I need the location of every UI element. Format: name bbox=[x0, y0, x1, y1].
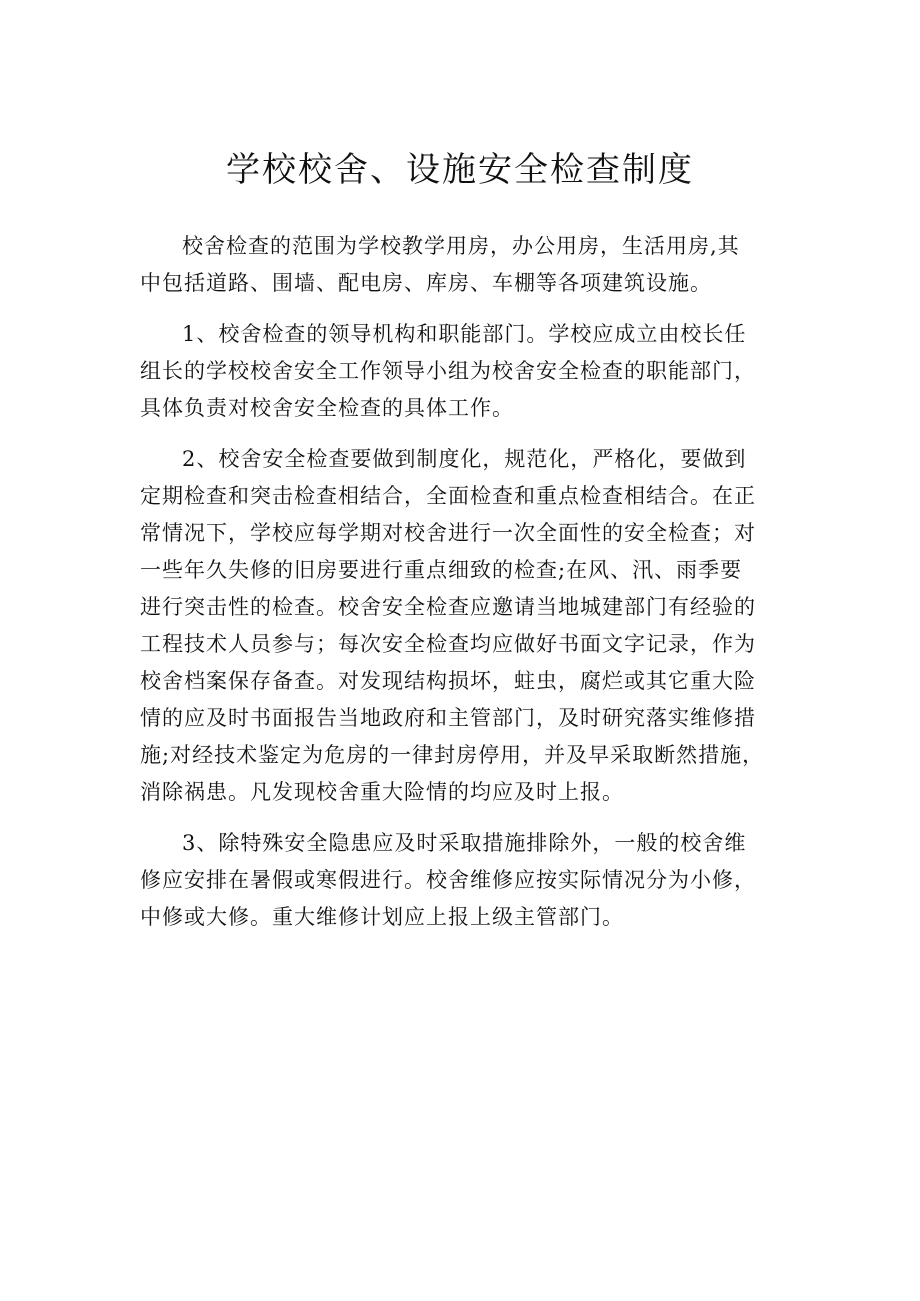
paragraph-line: 2、校舍安全检查要做到制度化，规范化，严格化，要做到 bbox=[182, 447, 747, 471]
paragraph-line: 施;对经技术鉴定为危房的一律封房停用，并及早采取断然措施， bbox=[140, 743, 765, 767]
paragraph-line: 3、除特殊安全隐患应及时采取措施排除外，一般的校舍维 bbox=[182, 831, 747, 855]
paragraph-line: 修应安排在暑假或寒假进行。校舍维修应按实际情况分为小修， bbox=[140, 868, 756, 892]
paragraph-line: 中包括道路、围墙、配电房、库房、车棚等各项建筑设施。 bbox=[140, 271, 712, 295]
item-1-paragraph bbox=[140, 316, 784, 427]
paragraph-line: 进行突击性的检查。校舍安全检查应邀请当地城建部门有经验的 bbox=[140, 595, 756, 619]
document-title: 学校校舍、设施安全检查制度 bbox=[226, 150, 694, 190]
paragraph-line: 工程技术人员参与；每次安全检查均应做好书面文字记录，作为 bbox=[140, 632, 756, 656]
intro-paragraph bbox=[140, 228, 784, 302]
paragraph-line: 中修或大修。重大维修计划应上报上级主管部门。 bbox=[140, 905, 624, 929]
item-2-paragraph bbox=[140, 441, 784, 811]
document-body bbox=[140, 228, 784, 950]
paragraph-line: 校舍档案保存备查。对发现结构损坏，蛀虫，腐烂或其它重大险 bbox=[140, 669, 756, 693]
paragraph-line: 消除祸患。凡发现校舍重大险情的均应及时上报。 bbox=[140, 780, 624, 804]
paragraph-line: 一些年久失修的旧房要进行重点细致的检查;在风、汛、雨季要 bbox=[140, 558, 743, 582]
paragraph-line: 定期检查和突击检查相结合，全面检查和重点检查相结合。在正 bbox=[140, 484, 756, 508]
paragraph-line: 组长的学校校舍安全工作领导小组为校舍安全检查的职能部门， bbox=[140, 359, 756, 383]
paragraph-line: 具体负责对校舍安全检查的具体工作。 bbox=[140, 396, 514, 420]
paragraph-line: 校舍检查的范围为学校教学用房，办公用房，生活用房,其 bbox=[182, 234, 740, 258]
paragraph-line: 情的应及时书面报告当地政府和主管部门，及时研究落实维修措 bbox=[140, 706, 756, 730]
paragraph-line: 1、校舍检查的领导机构和职能部门。学校应成立由校长任 bbox=[182, 322, 747, 346]
item-3-paragraph bbox=[140, 825, 784, 936]
paragraph-line: 常情况下，学校应每学期对校舍进行一次全面性的安全检查；对 bbox=[140, 521, 756, 545]
